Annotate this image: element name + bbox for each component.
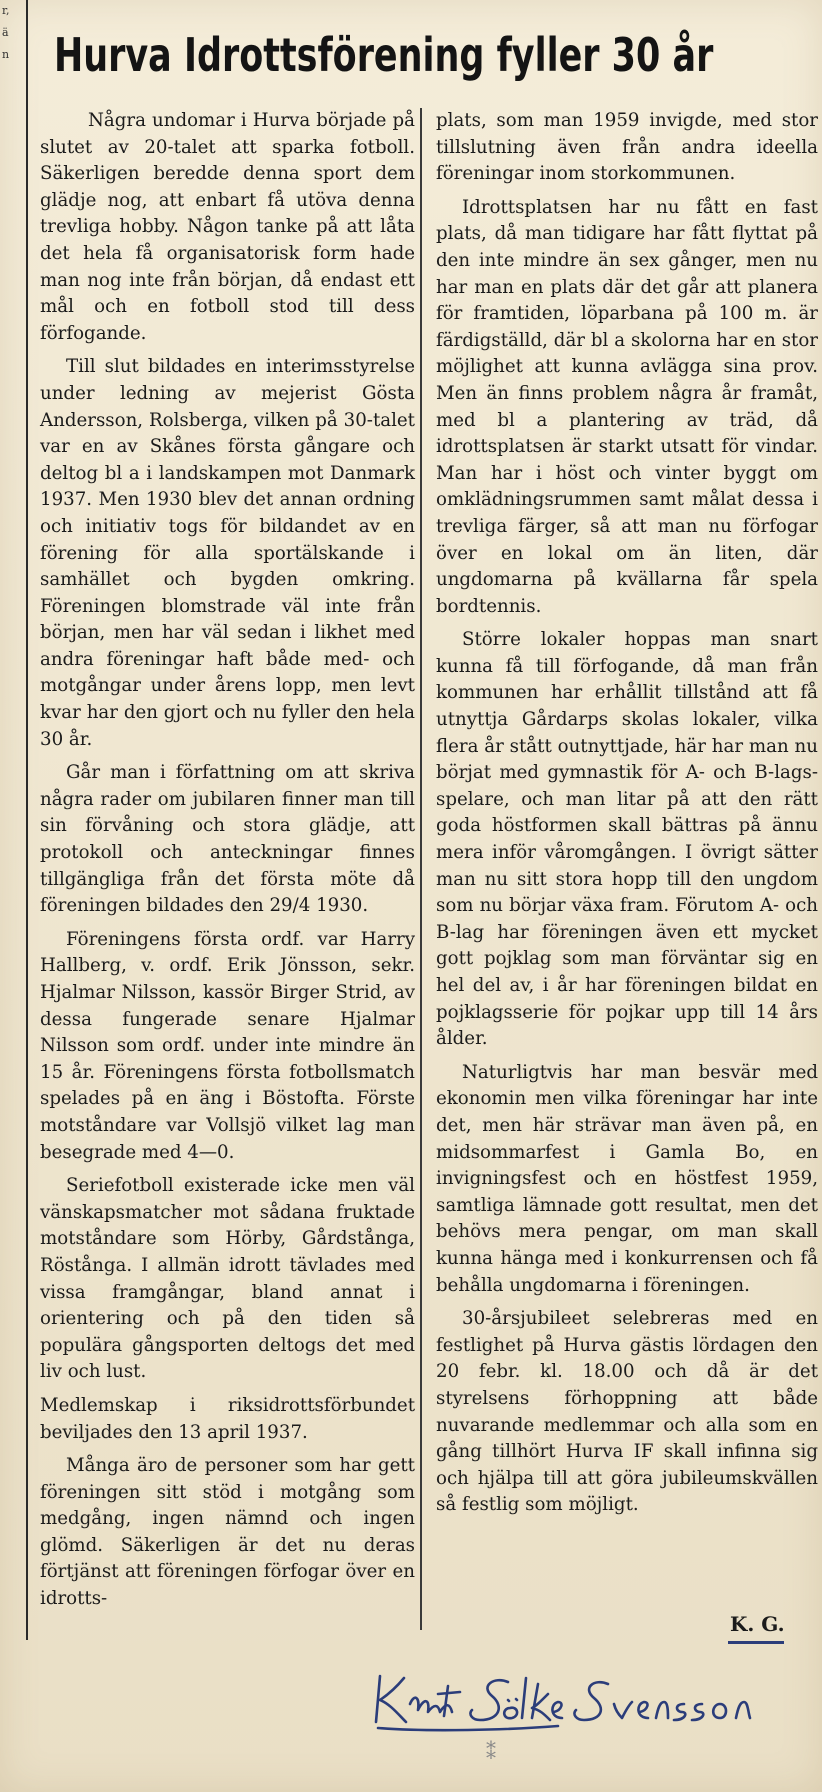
staple-mark: ⁑ xyxy=(486,1740,496,1764)
article-column-right xyxy=(436,108,818,1519)
paragraph: 30-årsjubileet selebreras med en festlighet på Hurva gästis lördagen den 20 febr. kl. 18.00 och då är det styrelsens förhoppning att både nuvarande medlemmar och alla som en gång tillhört Hurva IF skall infinna sig och hjälpa till att göra jubileumskvällen så festlig som möjligt. xyxy=(436,1308,818,1516)
paragraph: Större lokaler hoppas man snart kunna få till förfogande, då man från kommunen har erhållit tillstånd att få utnyttja Gårdarps skolas lokaler, vilka flera år stått outnyttjade, här har man nu börjat med gymnastik för A- och B-lags-spelare, och man litar på att den rätt goda höstformen skall bättras på ännu mera inför våromgången. I övrigt sätter man nu sitt stora hopp till den ungdom som nu börjar växa fram. Förutom A- och B-lag har föreningen även ett mycket gott pojklag som man förväntar sig en hel del av, i år har föreningen bildat en pojklagsserie för pojkar upp till 14 års ålder. xyxy=(436,629,818,1050)
paragraph: Går man i författning om att skriva några rader om jubilaren finner man till sin förvåning och stora glädje, att protokoll och anteckningar finnes tillgängliga från det första möte då föreningen bildades den 29/4 1930. xyxy=(40,762,415,917)
left-column-rule xyxy=(26,0,28,1640)
margin-scrap-line: r, xyxy=(2,4,10,17)
margin-scrap-line: n xyxy=(2,48,10,61)
paragraph: Idrottsplatsen har nu fått en fast plats, då man tidigare har fått flyttat på den inte mindre än sex gånger, men nu har man en plats där det går att planera för framtiden, löparbana på 100 m. är färdigställd, där bl a skolorna har en stor möjlighet att kunna avlägga sina prov. Men än finns problem några år framåt, med bl a plantering av träd, då idrottsplatsen är starkt utsatt för vindar. Man har i höst och vinter byggt om omklädningsrummen samt målat dessa i trevliga färger, så att man nu förfogar över en lokal om än liten, där ungdomarna på kvällarna får spela bordtennis. xyxy=(436,196,818,617)
handwritten-signature xyxy=(368,1664,788,1738)
margin-scrap xyxy=(0,0,24,100)
paragraph: Till slut bildades en interimsstyrelse under ledning av mejerist Gösta Andersson, Rolsberga, vilken på 30-talet var en av Skånes första gångare och deltog bl a i landskampen mot Danmark 1937. Men 1930 blev det annan ordning och initiativ togs för bildandet av en förening för alla sportälskande i samhället och bygden omkring. Föreningen blomstrade väl inte från början, men har väl sedan i likhet med andra föreningar haft både med- och motgångar under årens lopp, men levt kvar har den gjort och nu fyller den hela 30 år. xyxy=(40,356,415,750)
margin-scrap-line: ä xyxy=(2,26,9,39)
article-headline: Hurva Idrottsförening fyller 30 år xyxy=(54,28,714,82)
paragraph: Föreningens första ordf. var Harry Hallberg, v. ordf. Erik Jönsson, sekr. Hjalmar Nilsson, kassör Birger Strid, av dessa fungerade senare Hjalmar Nilsson som ordf. under inte mindre än 15 år. Föreningens första fotbollsmatch spelades på en äng i Böstofta. Förste motståndare var Vollsjö vilket lag man besegrade med 4—0. xyxy=(40,928,415,1163)
author-initials: K. G. xyxy=(730,1612,785,1636)
paragraph: Naturligtvis har man besvär med ekonomin men vilka föreningar har inte det, men här strävar man även på, en midsommarfest i Gamla Bo, en invigningsfest och en höstfest 1959, samtliga lämnade gott resultat, men det behövs mera pengar, om man skall kunna hänga med i konkurrensen och få behålla ungdomarna i föreningen. xyxy=(436,1061,818,1296)
column-divider xyxy=(420,108,422,1630)
paragraph: Seriefotboll existerade icke men väl vänskapsmatcher mot sådana fruktade motståndare som Hörby, Gårdstånga, Röstånga. I allmän idrott tävlades med vissa framgångar, bland annat i orientering och på den tiden så populära gångsporten deltogs det med liv och lust. xyxy=(40,1175,415,1383)
paragraph: Många äro de personer som har gett föreningen sitt stöd i motgång som medgång, ingen nämnd och ingen glömd. Säkerligen är det nu deras förtjänst att föreningen förfogar över en idrotts- xyxy=(40,1455,415,1610)
paragraph: plats, som man 1959 invigde, med stor tillslutning även från andra ideella föreningar inom storkommunen. xyxy=(436,110,818,185)
signoff-underline xyxy=(728,1641,784,1644)
paragraph: Medlemskap i riksidrottsförbundet beviljades den 13 april 1937. xyxy=(40,1394,415,1443)
paragraph: Några undomar i Hurva började på slutet av 20-talet att sparka fotboll. Säkerligen beredde denna sport dem glädje nog, att enbart få utöva denna trevliga hobby. Någon tanke på att låta det hela få organisatorisk form hade man nog inte från början, då endast ett mål och en fotboll stod till dess förfogande. xyxy=(40,110,415,344)
article-column-left xyxy=(40,108,415,1613)
